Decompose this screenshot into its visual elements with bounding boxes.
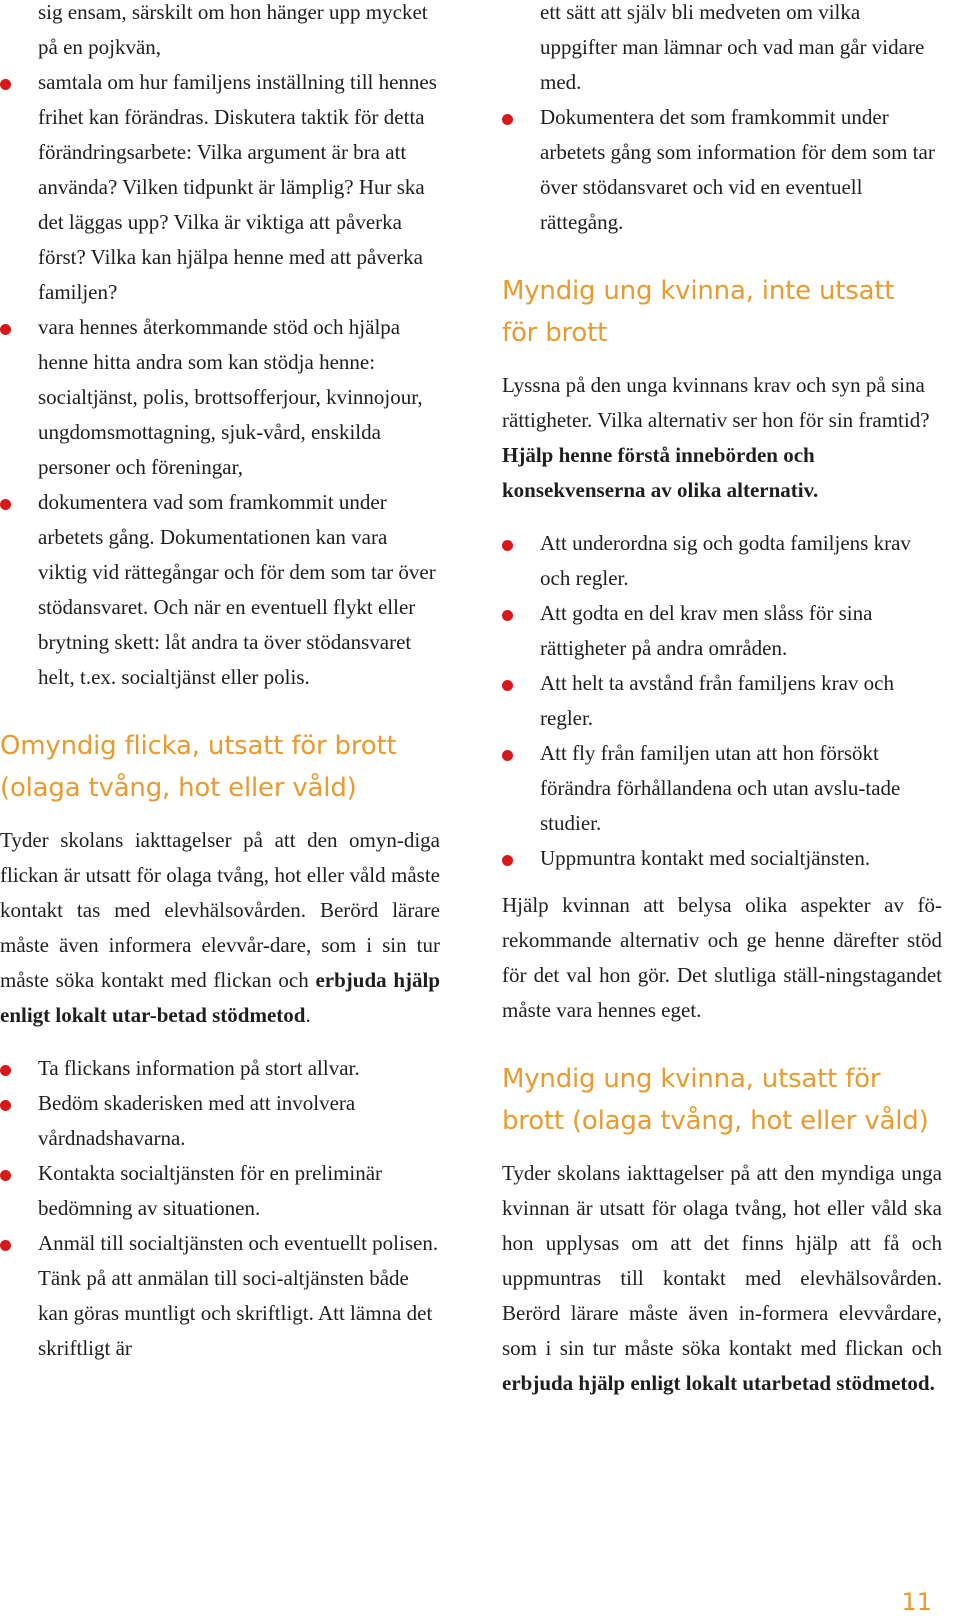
right-bullet-list	[502, 526, 942, 876]
list-item: Ta flickans information på stort allvar.	[0, 1051, 440, 1086]
paragraph: Tyder skolans iakttagelser på att den omyn-diga flickan är utsatt för olaga tvång, hot eller våld måste kontakt tas med elevhälsovården. Berörd lärare måste även informera elevvår-dare, som i sin tur måste söka kontakt med flickan och erbjuda hjälp enligt lokalt utar-betad stödmetod.	[0, 828, 441, 1027]
left-bullet-list-2	[0, 1051, 440, 1366]
list-item: Att fly från familjen utan att hon försökt förändra förhållandena och utan avslu-tade studier.	[502, 736, 942, 841]
right-top-bullet-list	[502, 0, 942, 240]
right-column	[502, 0, 942, 1401]
list-item: sig ensam, särskilt om hon hänger upp mycket på en pojkvän,	[38, 0, 428, 59]
paragraph: Hjälp kvinnan att belysa olika aspekter av fö-rekommande alternativ och ge henne därefter stöd för det val hon gör. Det slutliga ställ-ningstagandet måste vara hennes eget.	[502, 893, 942, 1022]
list-item: Uppmuntra kontakt med socialtjänsten.	[502, 841, 942, 876]
left-column	[0, 0, 440, 1366]
list-item: Att godta en del krav men slåss för sina rättigheter på andra områden.	[502, 596, 942, 666]
list-item: Att underordna sig och godta familjens krav och regler.	[502, 526, 942, 596]
section-heading: Myndig ung kvinna, utsatt för brott (olaga tvång, hot eller våld)	[502, 1064, 929, 1136]
paragraph: Lyssna på den unga kvinnans krav och syn på sina rättigheter. Vilka alternativ ser hon för sin framtid? Hjälp henne förstå innebörden och konsekvenserna av olika alternativ.	[502, 373, 930, 502]
section-heading: Omyndig flicka, utsatt för brott (olaga tvång, hot eller våld)	[0, 731, 397, 803]
left-top-bullet-list	[0, 0, 440, 695]
list-item: ett sätt att själv bli medveten om vilka uppgifter man lämnar och vad man går vidare med.	[540, 0, 925, 94]
list-item: Bedöm skaderisken med att involvera vårdnadshavarna.	[0, 1086, 440, 1156]
list-item: vara hennes återkommande stöd och hjälpa henne hitta andra som kan stödja henne: socialtjänst, polis, brottsofferjour, kvinnojour, ungdomsmottagning, sjuk-vård, enskilda personer och föreningar,	[0, 310, 440, 485]
list-item: samtala om hur familjens inställning till hennes frihet kan förändras. Diskutera taktik för detta förändringsarbete: Vilka argument är bra att använda? Vilken tidpunkt är lämplig? Hur ska det läggas upp? Vilka är viktiga att påverka först? Vilka kan hjälpa henne med att påverka familjen?	[0, 65, 440, 310]
section-heading: Myndig ung kvinna, inte utsatt för brott	[502, 276, 895, 348]
list-item: dokumentera vad som framkommit under arbetets gång. Dokumentationen kan vara viktig vid rättegångar och för dem som tar över stödansvaret. Och när en eventuell flykt eller brytning skett: låt andra ta över stödansvaret helt, t.ex. socialtjänst eller polis.	[0, 485, 440, 695]
list-item: Kontakta socialtjänsten för en preliminär bedömning av situationen.	[0, 1156, 440, 1226]
list-item: Dokumentera det som framkommit under arbetets gång som information för dem som tar över stödansvaret och vid en eventuell rättegång.	[502, 100, 942, 240]
page-number: 11	[901, 1588, 932, 1616]
list-item: Anmäl till socialtjänsten och eventuellt polisen. Tänk på att anmälan till soci-altjänsten både kan göras muntligt och skriftligt. Att lämna det skriftligt är	[0, 1226, 440, 1366]
list-item: Att helt ta avstånd från familjens krav och regler.	[502, 666, 942, 736]
paragraph: Tyder skolans iakttagelser på att den myndiga unga kvinnan är utsatt för olaga tvång, hot eller våld ska hon upplysas om att det finns hjälp att få och uppmuntras till kontakt med elevhälsovården. Berörd lärare måste även in-formera elevvårdare, som i sin tur måste söka kontakt med flickan och erbjuda hjälp enligt lokalt utarbetad stödmetod.	[502, 1161, 942, 1395]
